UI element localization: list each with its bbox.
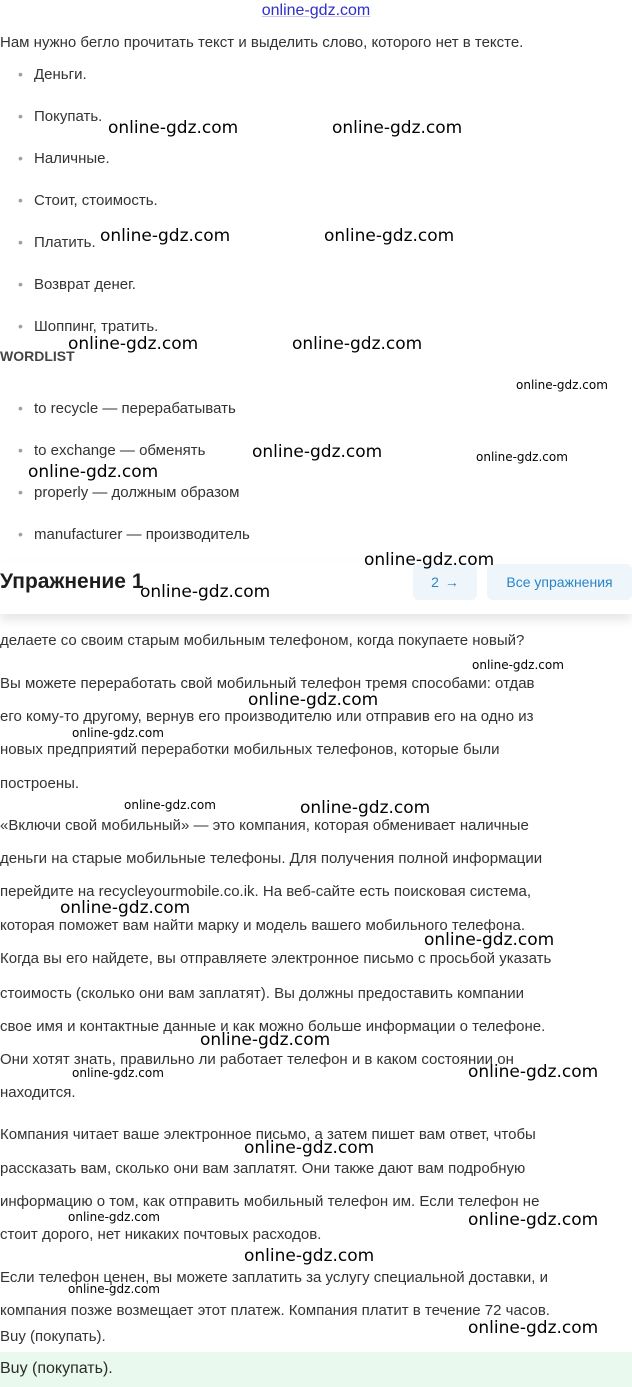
watermark: online-gdz.com <box>200 1030 331 1050</box>
watermark: online-gdz.com <box>516 378 608 392</box>
text-line: Если телефон ценен, вы можете заплатить за услугу специальной доставки, и <box>0 1269 549 1286</box>
bullet-icon: • <box>18 526 23 542</box>
all-exercises-button[interactable]: Все упражнения <box>487 564 632 600</box>
watermark: online-gdz.com <box>292 334 423 354</box>
list-item: • Наличные. <box>18 150 110 167</box>
list-item: • Деньги. <box>18 66 87 83</box>
top-watermark[interactable]: online-gdz.com <box>261 2 371 19</box>
bullet-icon: • <box>18 150 23 166</box>
watermark: online-gdz.com <box>476 450 568 464</box>
text-line: Они хотят знать, правильно ли работает телефон и в каком состоянии он <box>0 1051 514 1068</box>
watermark: online-gdz.com <box>472 658 564 672</box>
text-line: свое имя и контактные данные и как можно больше информации о телефоне. <box>0 1018 546 1035</box>
watermark: online-gdz.com <box>300 798 431 818</box>
answer-text: Buy (покупать). <box>0 1360 113 1377</box>
text-line: рассказать вам, сколько они вам заплатят. Они также дают вам подробную <box>0 1160 526 1177</box>
list-item: • Возврат денег. <box>18 276 136 293</box>
list-item: • Шоппинг, тратить. <box>18 318 159 335</box>
bullet-icon: • <box>18 192 23 208</box>
bullet-icon: • <box>18 276 23 292</box>
watermark: online-gdz.com <box>244 1138 375 1158</box>
text-line: Вы можете переработать свой мобильный телефон тремя способами: отдав <box>0 675 535 692</box>
bullet-icon: • <box>18 234 23 250</box>
text-line: которая поможет вам найти марку и модель вашего мобильного телефона. <box>0 917 526 934</box>
intro-text: Нам нужно бегло прочитать текст и выделить слово, которого нет в тексте. <box>0 34 524 51</box>
text-line: компания позже возмещает этот платеж. Компания платит в течение 72 часов. <box>0 1302 550 1319</box>
text-line: его кому-то другому, вернув его производителю или отправив его на одно из <box>0 708 534 725</box>
bullet-icon: • <box>18 442 23 458</box>
watermark: online-gdz.com <box>140 582 271 602</box>
watermark: online-gdz.com <box>364 550 495 570</box>
watermark: online-gdz.com <box>468 1062 599 1082</box>
bullet-icon: • <box>18 484 23 500</box>
wordlist-heading: WORDLIST <box>0 348 75 364</box>
watermark: online-gdz.com <box>332 118 463 138</box>
text-line: перейдите на recycleyourmobile.co.ik. На веб-сайте есть поисковая система, <box>0 883 532 900</box>
text-line: новых предприятий переработки мобильных телефонов, которые были <box>0 741 500 758</box>
bullet-icon: • <box>18 108 23 124</box>
watermark: online-gdz.com <box>108 118 239 138</box>
text-line: Компания читает ваше электронное письмо, а затем пишет вам ответ, чтобы <box>0 1126 536 1143</box>
text-line: Buy (покупать). <box>0 1328 106 1345</box>
text-line: стоимость (сколько они вам заплатят). Вы должны предоставить компании <box>0 985 525 1002</box>
watermark: online-gdz.com <box>468 1210 599 1230</box>
watermark: online-gdz.com <box>68 1282 160 1296</box>
bullet-icon: • <box>18 318 23 334</box>
arrow-right-icon: → <box>444 574 459 590</box>
watermark: online-gdz.com <box>248 690 379 710</box>
watermark: online-gdz.com <box>28 462 159 482</box>
text-line: информацию о том, как отправить мобильный телефон им. Если телефон не <box>0 1193 540 1210</box>
list-item: • to exchange — обменять <box>18 442 206 459</box>
exercise-title: Упражнение 1 <box>0 570 144 593</box>
text-line: Когда вы его найдете, вы отправляете электронное письмо с просьбой указать <box>0 950 552 967</box>
text-line: деньги на старые мобильные телефоны. Для получения полной информации <box>0 850 543 867</box>
watermark: online-gdz.com <box>424 930 555 950</box>
watermark: online-gdz.com <box>72 726 164 740</box>
list-item: • manufacturer — производитель <box>18 526 250 543</box>
text-line: построены. <box>0 775 80 792</box>
text-line: стоит дорого, нет никаких почтовых расходов. <box>0 1226 322 1243</box>
watermark: online-gdz.com <box>324 226 455 246</box>
list-item: • properly — должным образом <box>18 484 240 501</box>
list-item: • Покупать. <box>18 108 103 125</box>
next-exercise-number: 2 <box>431 574 439 590</box>
watermark: online-gdz.com <box>252 442 383 462</box>
bullet-icon: • <box>18 400 23 416</box>
watermark: online-gdz.com <box>100 226 231 246</box>
watermark: online-gdz.com <box>68 1210 160 1224</box>
bullet-icon: • <box>18 66 23 82</box>
text-line: находится. <box>0 1084 76 1101</box>
watermark: online-gdz.com <box>468 1318 599 1338</box>
text-line: делаете со своим старым мобильным телефоном, когда покупаете новый? <box>0 632 525 649</box>
watermark: online-gdz.com <box>60 898 191 918</box>
list-item: • to recycle — перерабатывать <box>18 400 236 417</box>
watermark: online-gdz.com <box>72 1066 164 1080</box>
watermark: online-gdz.com <box>244 1246 375 1266</box>
watermark: online-gdz.com <box>68 334 199 354</box>
list-item: • Стоит, стоимость. <box>18 192 158 209</box>
list-item: • Платить. <box>18 234 96 251</box>
watermark: online-gdz.com <box>124 798 216 812</box>
text-line: «Включи свой мобильный» — это компания, которая обменивает наличные <box>0 817 529 834</box>
